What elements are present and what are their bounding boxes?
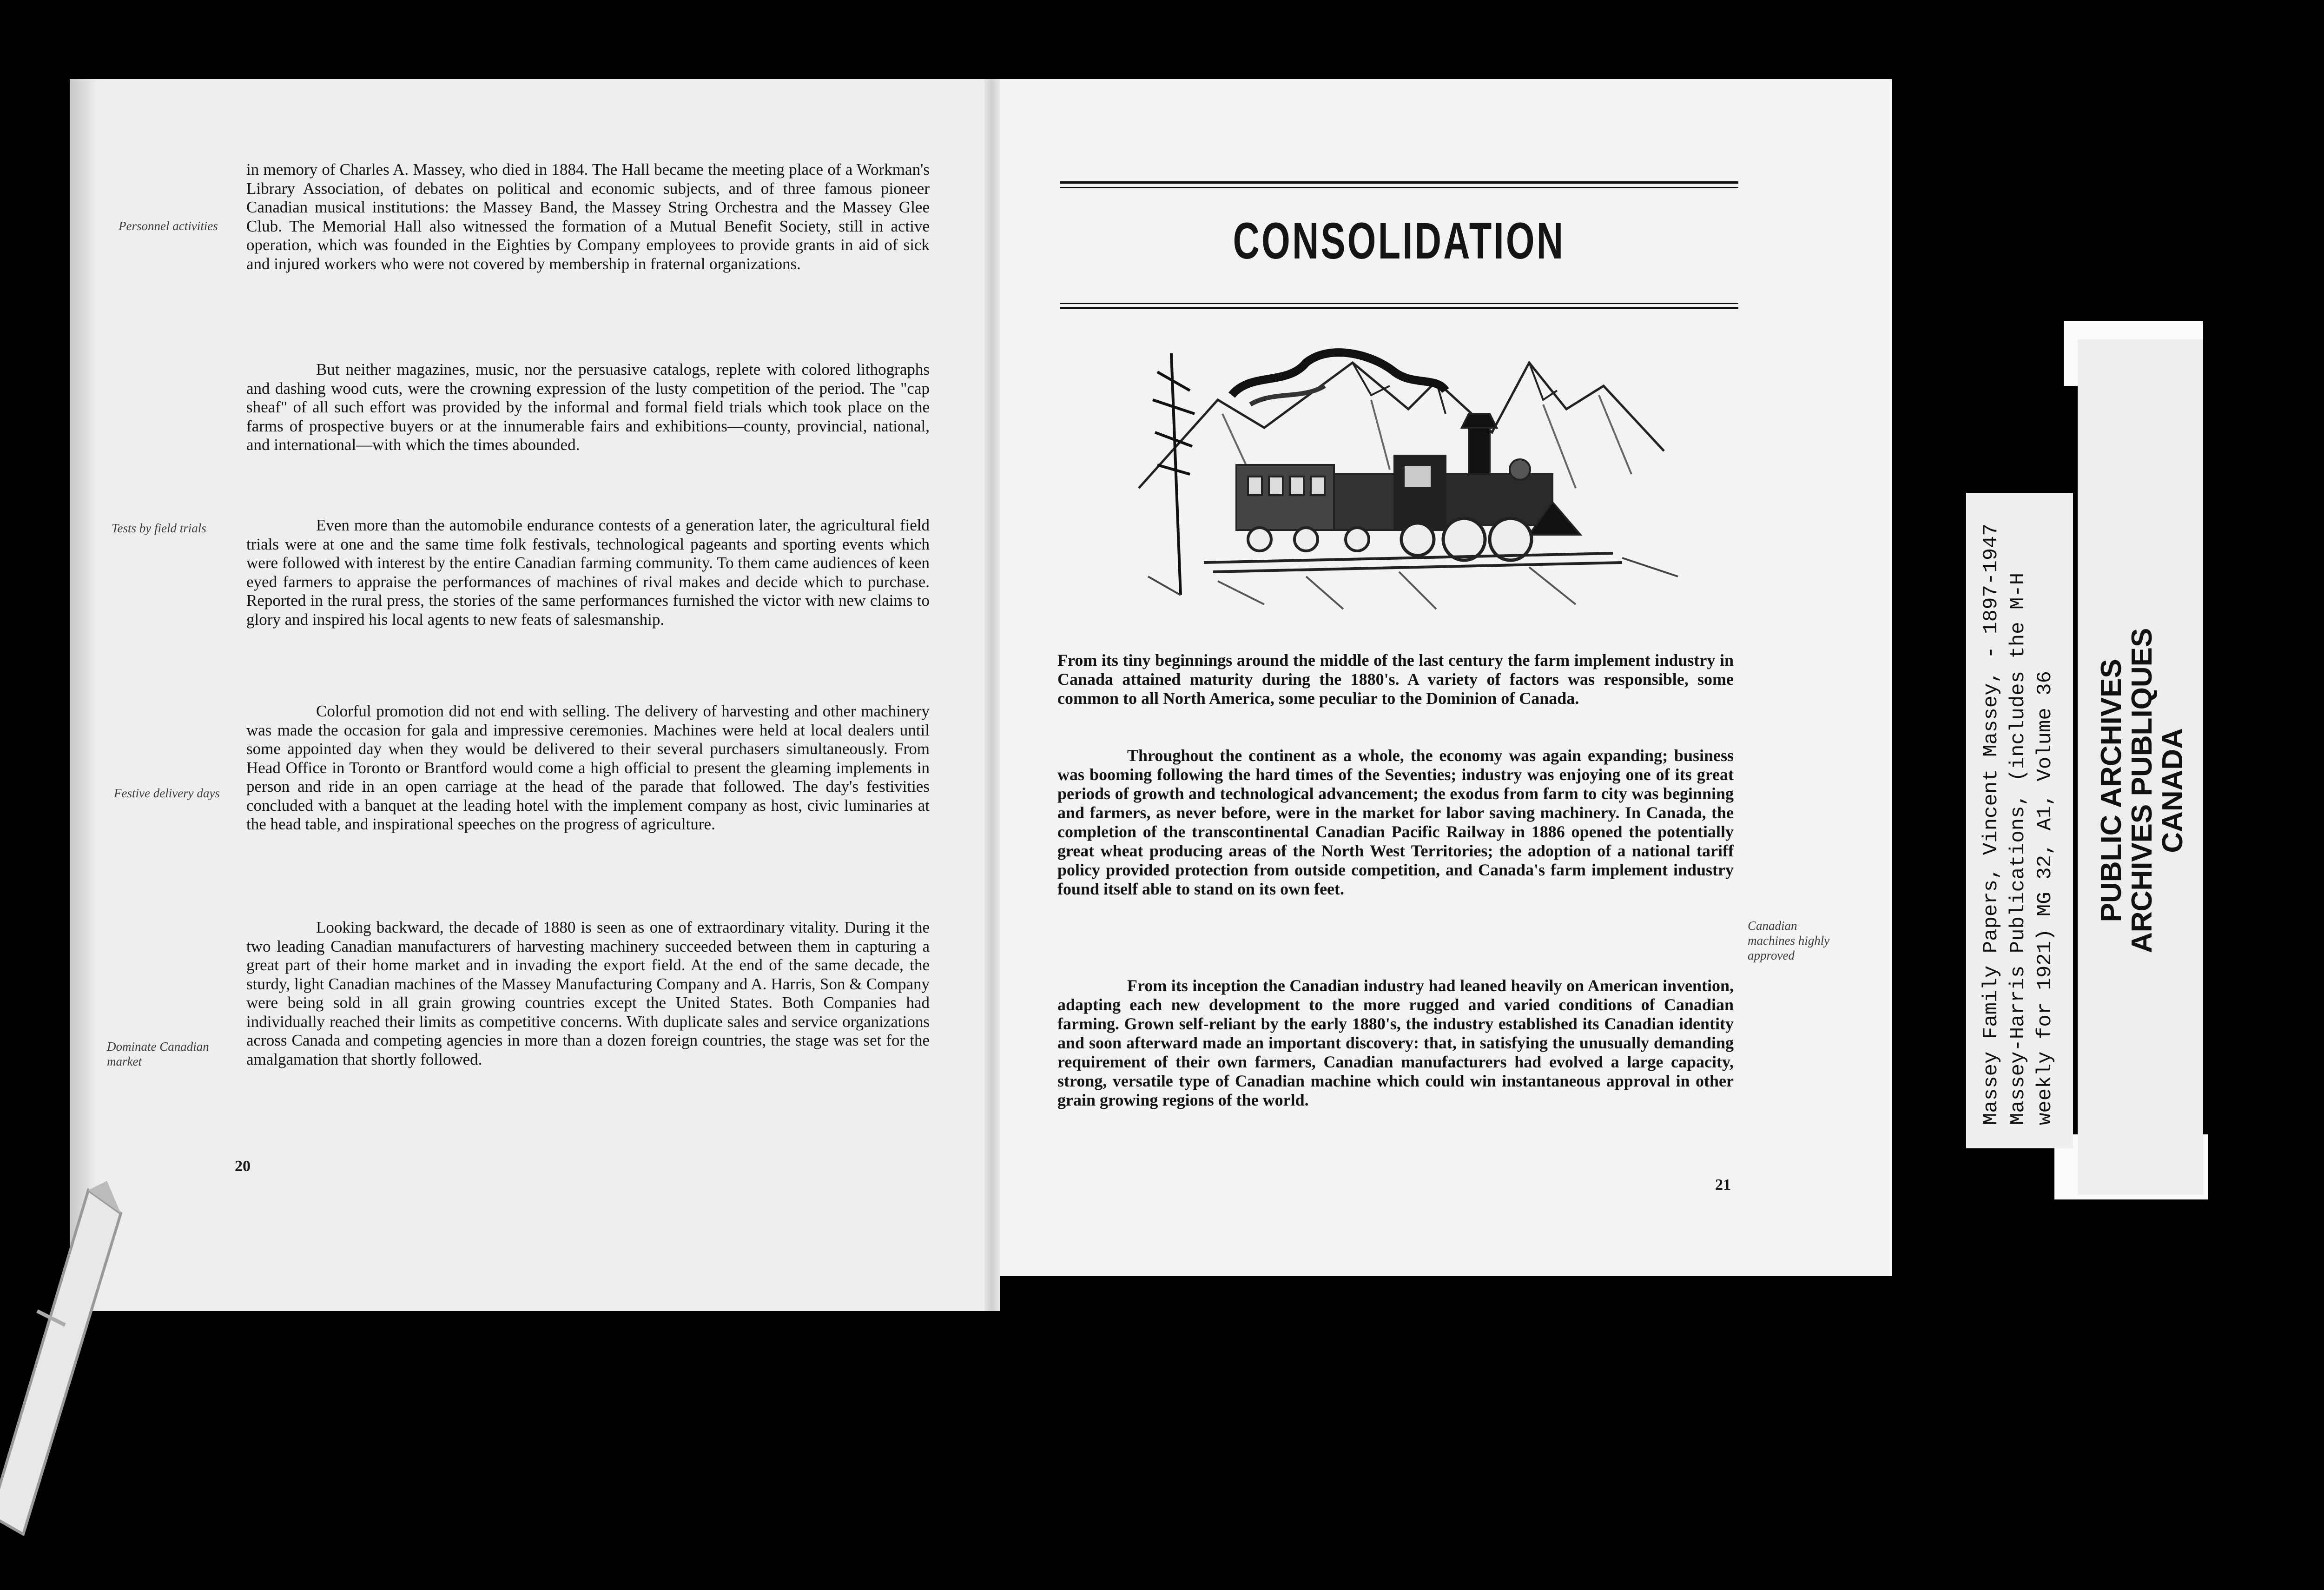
title-rule-bottom-thin	[1060, 303, 1738, 304]
paragraph: Even more than the automobile endurance contests of a generation later, the agricultural field trials were at one and the same time folk festivals, technological pageants and sporting events which were followed with interest by the entire Canadian farming community. To them came audiences of keen eyed farmers to appraise the performances of machines of rival makes and decide which to purchase. Reported in the rural press, the stories of the same performances furnished the victor with new claims to glory and inspired his local agents to new feats of salesmanship.	[246, 516, 930, 629]
paragraph: From its tiny beginnings around the middle of the last century the farm implement industry in Canada attained maturity during the 1880's. A variety of factors was responsible, some common to all North America, some peculiar to the Dominion of Canada.	[1057, 651, 1734, 708]
archives-stamp	[2096, 628, 2188, 953]
margin-note: Canadian machines highly approved	[1748, 919, 1830, 962]
margin-note: Festive delivery days	[114, 786, 220, 800]
pen-icon	[0, 1172, 130, 1590]
paragraph: Throughout the continent as a whole, the economy was again expanding; business was booming following the hard times of the Seventies; industry was enjoying one of its great periods of growth and technological advancement; the exodus from farm to city was beginning and farmers, as never before, were in the market for labor saving machinery. In Canada, the completion of the transcontinental Canadian Pacific Railway in 1886 opened the potentially great wheat producing areas of the North West Territories; the adoption of a national tariff policy provided protection from outside competition, and Canada's farm implement industry found itself able to stand on its own feet.	[1057, 746, 1734, 898]
paragraph: But neither magazines, music, nor the persuasive catalogs, replete with colored lithographs and dashing wood cuts, were the crowning expression of the lusty competition of the period. The "cap sheaf" of all such effort was provided by the informal and formal field trials which took place on the farms of prospective buyers or at the innumerable fairs and exhibitions—county, provincial, national, and international—with which the times abounded.	[246, 360, 930, 454]
paragraph: From its inception the Canadian industry had leaned heavily on American invention, adapting each new development to the more rugged and varied conditions of Canadian farming. Grown self-reliant by the early 1880's, the industry established its Canadian identity and soon afterward made an important discovery: that, in satisfying the unusually demanding requirement of their own farmers, Canadian manufacturers had evolved a large capacity, strong, versatile type of Canadian machine which could win instantaneous approval in other grain growing regions of the world.	[1057, 976, 1734, 1109]
book-gutter	[984, 79, 1000, 1311]
stamp-line: CANADA	[2157, 728, 2189, 853]
reference-line: weekly for 1921) MG 32, A1, Volume 36	[2034, 671, 2057, 1125]
page-edge-shadow	[70, 79, 98, 1311]
section-title: CONSOLIDATION	[1233, 212, 1565, 270]
steam-locomotive-illustration	[1111, 335, 1692, 614]
paragraph: Looking backward, the decade of 1880 is seen as one of extraordinary vitality. During it the two leading Canadian manufacturers of harvesting machinery succeeded between them in capturing a great part of their home market and in invading the export field. At the end of the same decade, the sturdy, light Canadian machines of the Massey Manufacturing Company and A. Harris, Son & Company were being sold in all grain growing countries except the United States. Both Companies had individually reached their limits as competitive concerns. With duplicate sales and service organizations across Canada and competing agencies in more than a dozen foreign countries, the stage was set for the amalgamation that shortly followed.	[246, 918, 930, 1068]
title-rule-top	[1060, 181, 1738, 184]
stamp-line: ARCHIVES PUBLIQUES	[2126, 628, 2158, 953]
page-number: 21	[1715, 1176, 1731, 1193]
archive-reference-text	[1978, 523, 2059, 1125]
paragraph: in memory of Charles A. Massey, who died in 1884. The Hall became the meeting place of a Workman's Library Association, of debates on political and economic subjects, and of three famous pioneer Canadian musical institutions: the Massey Band, the Massey String Orchestra and the Massey Glee Club. The Memorial Hall also witnessed the formation of a Mutual Benefit Society, still in active operation, which was founded in the Eighties by Company employees to provide grants in aid of sick and injured workers who were not covered by membership in fraternal organizations.	[246, 160, 930, 273]
title-rule-bottom	[1060, 307, 1738, 309]
stamp-line: PUBLIC ARCHIVES	[2095, 659, 2127, 922]
margin-note: Tests by field trials	[112, 521, 206, 535]
reference-line: Massey Family Papers, Vincent Massey, - 1897-1947	[1980, 523, 2003, 1125]
paragraph: Colorful promotion did not end with selling. The delivery of harvesting and other machinery was made the occasion for gala and impressive ceremonies. Machines were held at local dealers until some appointed day when they would be delivered to their several purchasers simultaneously. From Head Office in Toronto or Brantford would come a high official to present the gleaming implements in person and ride in an open carriage at the head of the parade that followed. The day's festivities concluded with a banquet at the leading hotel with the implement company as host, civic luminaries at the head table, and inspirational speeches on the progress of agriculture.	[246, 702, 930, 833]
margin-note: Dominate Canadian market	[107, 1040, 209, 1068]
title-rule-top-thin	[1060, 187, 1738, 188]
reference-line: Massey-Harris Publications, (includes the M-H	[2007, 572, 2030, 1125]
page-number: 20	[235, 1158, 251, 1175]
margin-note: Personnel activities	[119, 219, 218, 233]
